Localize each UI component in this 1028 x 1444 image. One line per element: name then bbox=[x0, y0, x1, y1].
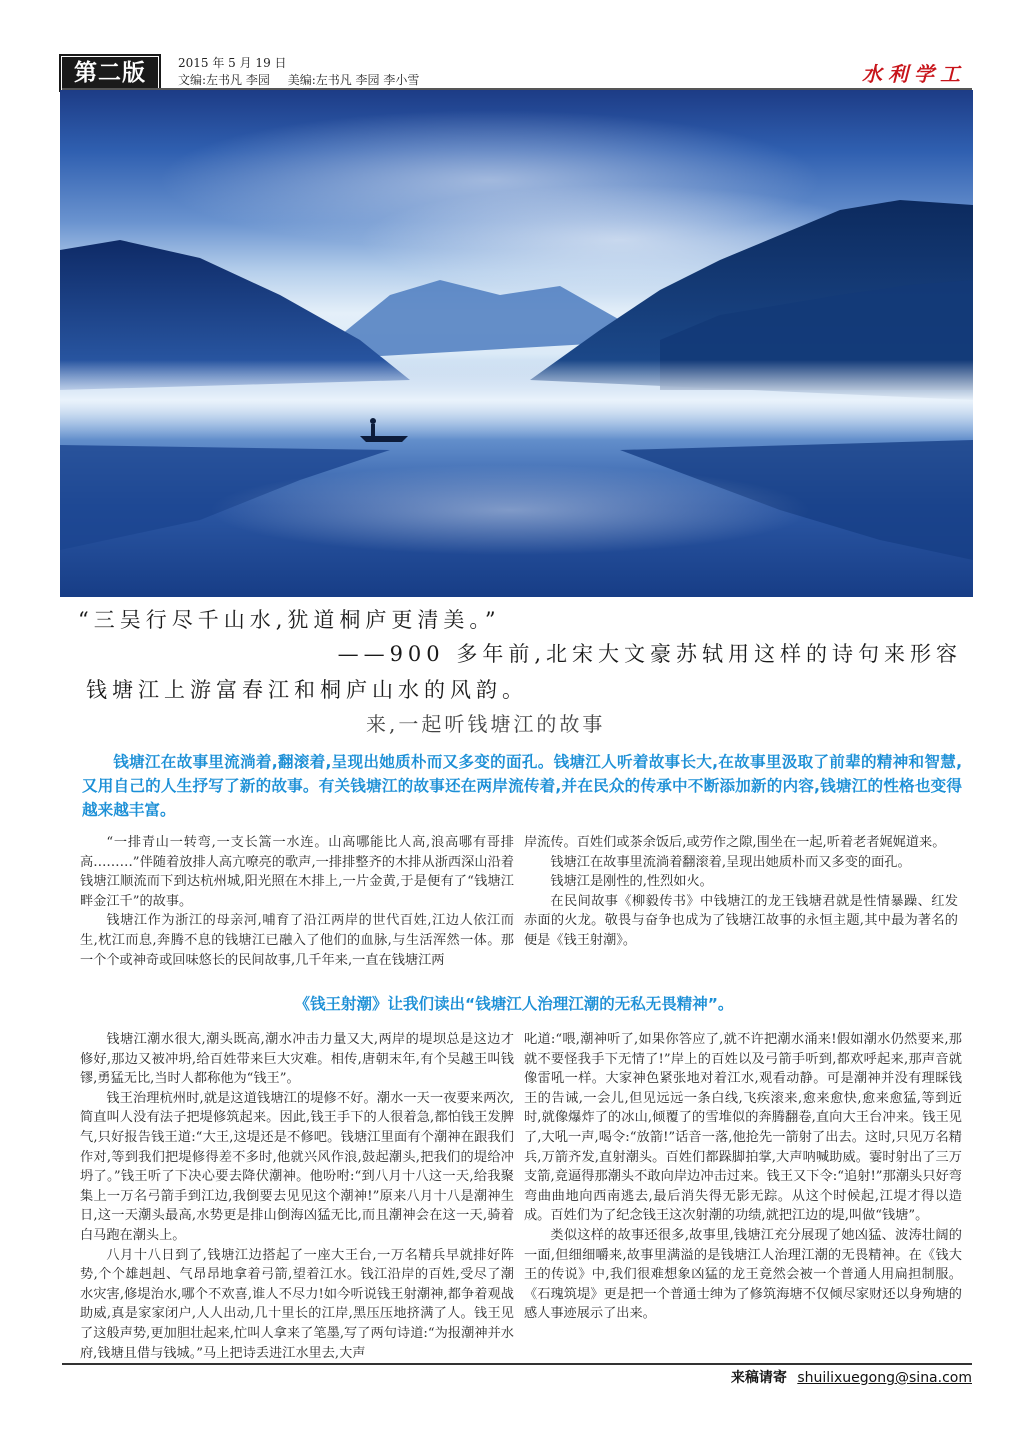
paragraph: 钱王治理杭州时,就是这道钱塘江的堤修不好。潮水一天一夜要来两次,简直叫人没有法子把堤修筑起来。因此,钱王手下的人很着急,都怕钱王发脾气,只好报告钱王道:“大王,这堤还是不修吧。钱塘江里面有个潮神在跟我们作对,等到我们把堤修得差不多时,他就兴风作浪,鼓起潮头,把我们的堤给冲坍了。”钱王听了下决心要去降伏潮神。他吩咐:“到八月十八这一天,给我聚集上一万名弓箭手到江边,我倒要去见见这个潮神!”原来八月十八是潮神生日,这一天潮头最高,水势更是排山倒海凶猛无比,而且潮神会在这一天,骑着白马跑在潮头上。 bbox=[80, 1090, 514, 1243]
art-editor-credit: 美编:左书凡 李园 李小雪 bbox=[287, 73, 420, 87]
paragraph: 钱塘江在故事里流淌着翻滚着,呈现出她质朴而又多变的面孔。 bbox=[550, 854, 911, 870]
editor-credits bbox=[178, 71, 433, 88]
paragraph: 类似这样的故事还很多,故事里,钱塘江充分展现了她凶猛、波涛壮阔的一面,但细细嚼来,故事里满溢的是钱塘江人治理江潮的无畏精神。在《钱大王的传说》中,我们很难想象凶猛的龙王竟然会被一个普通人用扁担制服。《石瑰筑堤》更是把一个普通士绅为了修筑海塘不仅倾尽家财还以身殉塘的感人事迹展示了出来。 bbox=[524, 1227, 962, 1322]
paragraph: “一排青山一转弯,一支长篙一水连。山高哪能比人高,浪高哪有哥排高………”伴随着放排人高亢嘹亮的歌声,一排排整齐的木排从浙西深山沿着钱塘江顺流而下到达杭州城,阳光照在木排上,一片金黄,于是便有了“钱塘江畔金江千”的故事。 bbox=[80, 835, 514, 909]
paragraph: 岸流传。百姓们或茶余饭后,或劳作之隙,围坐在一起,听着老者娓娓道来。 bbox=[524, 835, 946, 850]
landscape-illustration bbox=[60, 90, 973, 597]
paragraph: 叱道:“喂,潮神听了,如果你答应了,就不许把潮水涌来!假如潮水仍然要来,那就不要怪我手下无情了!”岸上的百姓以及弓箭手听到,都欢呼起来,那声音就像雷吼一样。大家神色紧张地对着江水,观看动静。可是潮神并没有理睬钱王的告诫,一会儿,但见远远一条白线,飞疾滚来,愈来愈快,愈来愈猛,等到近时,就像爆炸了的冰山,倾覆了的雪堆似的奔腾翻卷,直向大王台冲来。钱王见了,大吼一声,喝令:“放箭!”话音一落,他抢先一箭射了出去。这时,只见万名精兵,万箭齐发,直射潮头。百姓们都跺脚拍掌,大声呐喊助威。霎时射出了三万支箭,竟逼得那潮头不敢向岸边冲击过来。钱王又下令:“追射!”那潮头只好弯弯曲曲地向西南逃去,最后消失得无影无踪。从这个时候起,江堤才得以造成。百姓们为了纪念钱王这次射潮的功绩,就把江边的堤,叫做“钱塘”。 bbox=[524, 1032, 962, 1224]
quote-attribution: ——900 多年前,北宋大文豪苏轼用这样的诗句来形容 bbox=[337, 642, 962, 666]
submission-footer bbox=[731, 1367, 972, 1387]
submission-email-link[interactable]: shuilixuegong@sina.com bbox=[797, 1370, 972, 1386]
paragraph: 钱塘江潮水很大,潮头既高,潮水冲击力量又大,两岸的堤坝总是这边才修好,那边又被冲坍,给百姓带来巨大灾难。相传,唐朝末年,有个吴越王叫钱镠,勇猛无比,当时人都称他为“钱王”。 bbox=[80, 1032, 514, 1087]
landscape-photo bbox=[60, 90, 973, 597]
section-subheading: 《钱王射潮》让我们读出“钱塘江人治理江潮的无私无畏精神”。 bbox=[294, 995, 734, 1013]
masthead-title: 水利学工 bbox=[862, 62, 966, 86]
paragraph: 八月十八日到了,钱塘江边搭起了一座大王台,一万名精兵早就排好阵势,个个雄赳赳、气昂昂地拿着弓箭,望着江水。钱江沿岸的百姓,受尽了潮水灾害,修堤治水,哪个不欢喜,谁人不尽力!如今听说钱王射潮神,都争着观战助威,真是家家闭户,人人出动,几十里长的江岸,黑压压地挤满了人。钱王见了这般声势,更加胆壮起来,忙叫人拿来了笔墨,写了两句诗道:“为报潮神并水府,钱塘且借与钱城。”马上把诗丢进江水里去,大声 bbox=[80, 1247, 514, 1361]
edition-badge: 第二版 bbox=[62, 57, 158, 89]
poem-quote: “三吴行尽千山水,犹道桐庐更清美。” bbox=[78, 608, 501, 632]
paragraph: 在民间故事《柳毅传书》中钱塘江的龙王钱塘君就是性情暴躁、红发赤面的火龙。敬畏与奋争也成为了钱塘江故事的永恒主题,其中最为著名的便是《钱王射潮》。 bbox=[524, 893, 958, 948]
article-title: 来,一起听钱塘江的故事 bbox=[366, 712, 606, 736]
intro-paragraph: 钱塘江在故事里流淌着,翻滚着,呈现出她质朴而又多变的面孔。钱塘江人听着故事长大,在故事里汲取了前辈的精神和智慧,又用自己的人生抒写了新的故事。有关钱塘江的故事还在两岸流传着,并在民众的传承中不断添加新的内容,钱塘江的性格也变得越来越丰富。 bbox=[82, 753, 962, 819]
section2-left-column bbox=[80, 1030, 514, 1363]
submission-label: 来稿请寄 bbox=[730, 1370, 787, 1386]
paragraph: 钱塘江作为浙江的母亲河,哺育了沿江两岸的世代百姓,江边人依江而生,枕江而息,奔腾不息的钱塘江已融入了他们的血脉,与生活浑然一体。那一个个或神奇或回味悠长的民间故事,几千年来,一直在钱塘江两 bbox=[80, 913, 514, 968]
text-editor-credit: 文编:左书凡 李园 bbox=[178, 73, 270, 87]
paragraph: 钱塘江是刚性的,性烈如火。 bbox=[550, 874, 713, 890]
issue-date: 2015 年 5 月 19 日 bbox=[178, 56, 287, 70]
section1-right-column bbox=[524, 833, 958, 951]
section1-left-column bbox=[80, 833, 514, 970]
footer-rule bbox=[62, 1363, 972, 1365]
quote-description: 钱塘江上游富春江和桐庐山水的风韵。 bbox=[86, 678, 528, 702]
section2-right-column bbox=[524, 1030, 962, 1324]
